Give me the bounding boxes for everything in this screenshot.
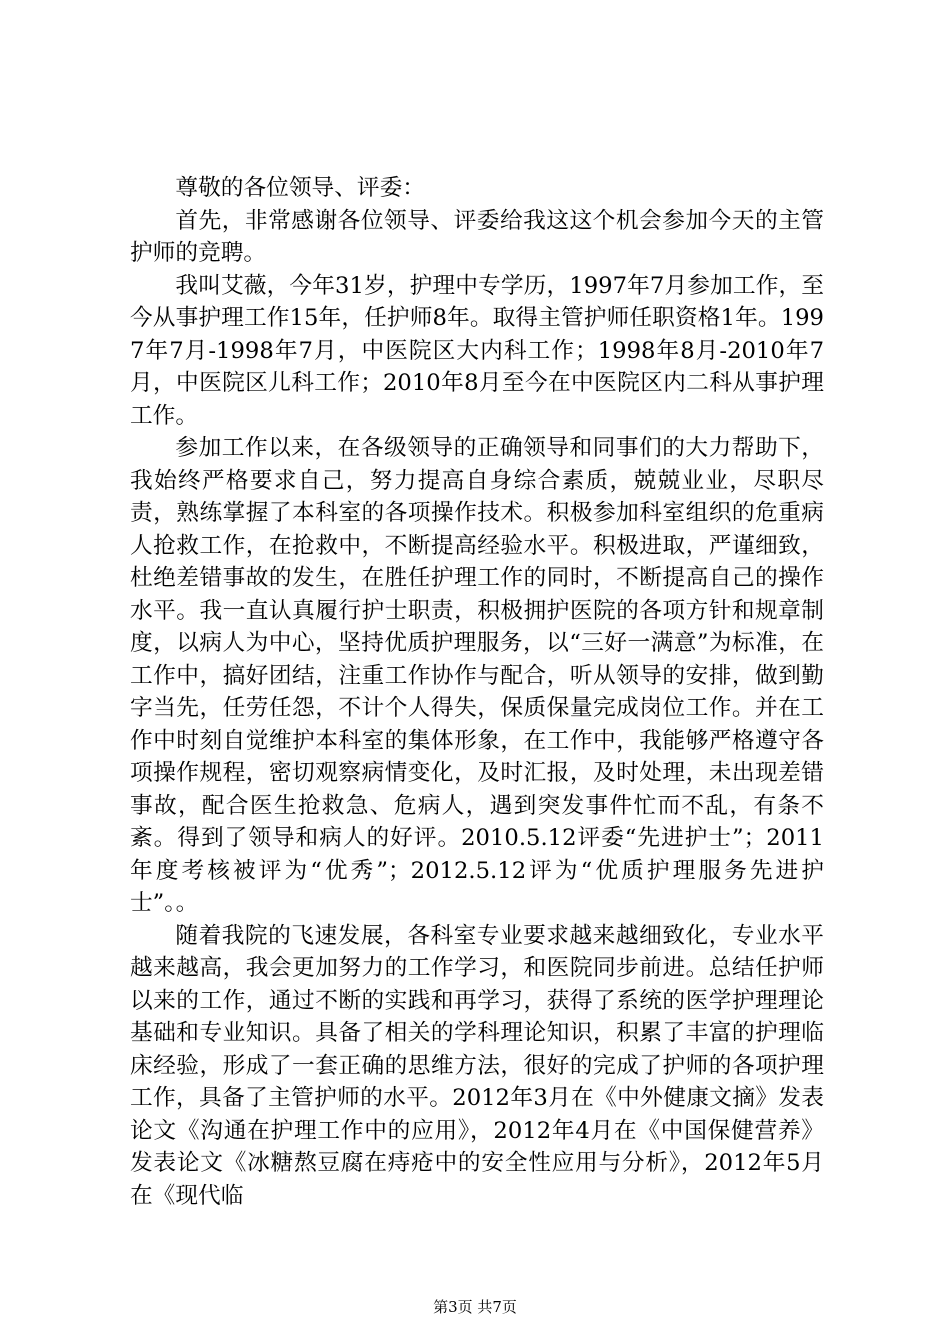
document-body — [130, 172, 824, 1212]
page-footer: 第3页 共7页 — [433, 1298, 517, 1316]
opening-paragraph: 首先，非常感谢各位领导、评委给我这这个机会参加今天的主管护师的竞聘。 — [130, 207, 824, 266]
development-paragraph: 随着我院的飞速发展，各科室专业要求越来越细致化，专业水平越来越高，我会更加努力的工作学习，和医院同步前进。总结任护师以来的工作，通过不断的实践和再学习，获得了系统的医学护理理论基础和专业知识。具备了相关的学科理论知识，积累了丰富的护理临床经验，形成了一套正确的思维方法，很好的完成了护师的各项护理工作，具备了主管护师的水平。2012年3月在《中外健康文摘》发表论文《沟通在护理工作中的应用》，2012年4月在《中国保健营养》发表论文《冰糖熬豆腐在痔疮中的安全性应用与分析》，2012年5月在《现代临 — [130, 922, 824, 1209]
work-experience-paragraph: 参加工作以来，在各级领导的正确领导和同事们的大力帮助下，我始终严格要求自己，努力提高自身综合素质，兢兢业业，尽职尽责，熟练掌握了本科室的各项操作技术。积极参加科室组织的危重病人抢救工作，在抢救中，不断提高经验水平。积极进取，严谨细致，杜绝差错事故的发生，在胜任护理工作的同时，不断提高自己的操作水平。我一直认真履行护士职责，积极拥护医院的各项方针和规章制度，以病人为中心，坚持优质护理服务，以“三好一满意”为标准，在工作中，搞好团结，注重工作协作与配合，听从领导的安排，做到勤字当先，任劳任怨，不计个人得失，保质保量完成岗位工作。并在工作中时刻自觉维护本科室的集体形象，在工作中，我能够严格遵守各项操作规程，密切观察病情变化，及时汇报，及时处理，未出现差错事故，配合医生抢救急、危病人，遇到突发事件忙而不乱，有条不紊。得到了领导和病人的好评。2010.5.12评委“先进护士”；2011年度考核被评为“优秀”；2012.5.12评为“优质护理服务先进护士”。。 — [130, 435, 824, 916]
introduction-paragraph: 我叫艾薇，今年31岁，护理中专学历，1997年7月参加工作，至今从事护理工作15年，任护师8年。取得主管护师任职资格1年。1997年7月-1998年7月，中医院区大内科工作；1998年8月-2010年7月，中医院区儿科工作；2010年8月至今在中医院区内二科从事护理工作。 — [130, 272, 824, 429]
salutation-paragraph: 尊敬的各位领导、评委： — [175, 175, 425, 201]
